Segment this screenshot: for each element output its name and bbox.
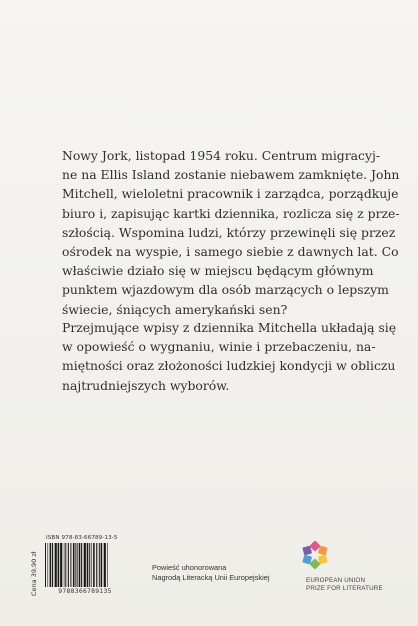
- price-label: Cena 39,90 zł: [30, 551, 38, 596]
- eu-prize-label: [306, 577, 383, 594]
- barcode-bar: [91, 543, 92, 587]
- blurb-line: szłością. Wspomina ludzi, którzy przewinęli się przez: [62, 224, 396, 240]
- barcode-bar: [77, 543, 78, 587]
- barcode-bar: [93, 543, 95, 587]
- barcode-bar: [60, 543, 62, 587]
- barcode-image: [44, 543, 126, 587]
- barcode-bar: [75, 543, 76, 587]
- blurb-line: w opowieść o wygnaniu, winie i przebaczeniu, na-: [62, 339, 376, 355]
- barcode-bar: [87, 543, 89, 587]
- barcode-bar: [89, 543, 90, 587]
- prize-note: [152, 563, 270, 583]
- barcode-bar: [73, 543, 75, 587]
- barcode-bar: [99, 543, 100, 587]
- blurb-paragraph-2: [62, 318, 397, 395]
- barcode-bar: [58, 543, 60, 587]
- barcode-bar: [45, 543, 46, 587]
- barcode-bar: [48, 543, 49, 587]
- barcode-bar: [70, 543, 71, 587]
- barcode-bar: [65, 543, 66, 587]
- blurb-line: najtrudniejszych wyborów.: [62, 377, 230, 393]
- prize-line-2: Nagrodą Literacką Unii Europejskiej: [152, 573, 270, 582]
- blurb-line: ośrodek na wyspie, i samego siebie z dawnych lat. Co: [62, 244, 399, 260]
- blurb-line: właściwie działo się w miejscu będącym głównym: [62, 263, 374, 279]
- barcode-bar: [104, 543, 106, 587]
- blurb-paragraph-1: [62, 146, 400, 319]
- blurb-line: biuro i, zapisując kartki dziennika, rozlicza się z prze-: [62, 205, 400, 221]
- barcode-bar: [81, 543, 82, 587]
- blurb-line: Mitchell, wieloletni pracownik i zarządca, porządkuje: [62, 186, 399, 202]
- eu-prize-logo-icon: [298, 538, 332, 572]
- barcode-bar: [64, 543, 65, 587]
- barcode-number: 9788366789135: [58, 588, 112, 595]
- eu-prize-line-2: PRIZE FOR LITERATURE: [306, 585, 383, 593]
- isbn-label: ISBN 978-83-66789-13-5: [46, 535, 118, 541]
- blurb-line: Nowy Jork, listopad 1954 roku. Centrum migracyj-: [62, 148, 381, 163]
- blurb-line: ne na Ellis Island zostanie niebawem zamknięte. John: [62, 167, 400, 183]
- barcode-bar: [50, 543, 52, 587]
- barcode-bar: [55, 543, 57, 587]
- prize-line-1: Powieść uhonorowana: [152, 563, 227, 572]
- barcode-bar: [84, 543, 86, 587]
- eu-prize-line-1: EUROPEAN UNION: [306, 577, 366, 584]
- barcode-bar: [79, 543, 81, 587]
- barcode-bar: [107, 543, 108, 587]
- barcode-bar: [68, 543, 69, 587]
- barcode-bar: [96, 543, 97, 587]
- barcode-bar: [101, 543, 103, 587]
- blurb-line: punktem wjazdowym dla osób marzących o lepszym: [62, 282, 389, 298]
- blurb-line: Przejmujące wpisy z dziennika Mitchella układają się: [62, 320, 397, 335]
- blurb-line: miętności oraz złożoności ludzkiej kondycji w obliczu: [62, 358, 396, 374]
- barcode-bar: [52, 543, 53, 587]
- blurb-line: świecie, śniących amerykański sen?: [62, 301, 288, 317]
